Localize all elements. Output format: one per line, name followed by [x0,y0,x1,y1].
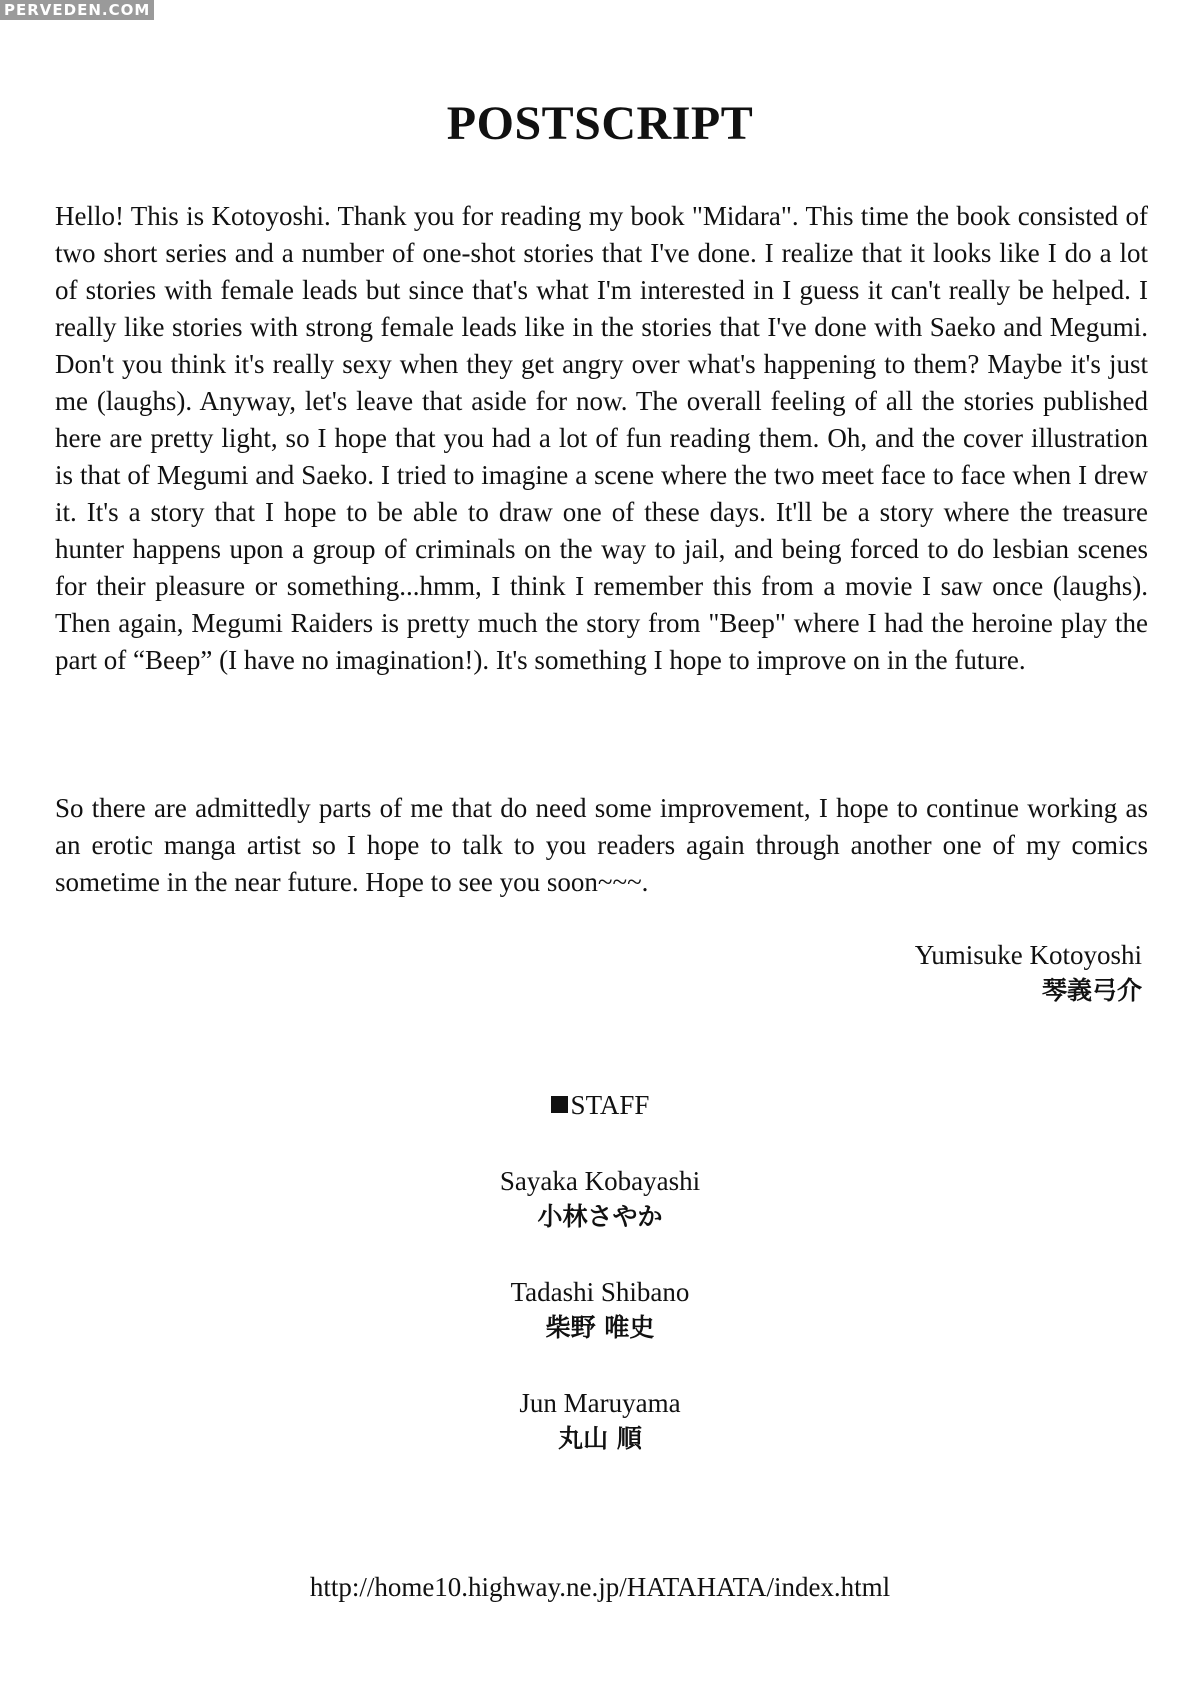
staff-member-name-en: Jun Maruyama [519,1388,681,1418]
staff-member-name-jp: 小林さやか [537,1202,663,1231]
staff-member-name-en: Sayaka Kobayashi [499,1166,701,1196]
staff-heading [0,1087,1200,1123]
staff-member [0,1274,1200,1346]
postscript-paragraph-1: Hello! This is Kotoyoshi. Thank you for reading my book "Midara". This time the book consisted of two short series and a number of one-shot stories that I've done. I realize that it looks like I do a lot of stories with female leads but since that's what I'm interested in I guess it can't really be helped. I really like stories with strong female leads like in the stories that I've done with Saeko and Megumi. Don't you think it's really sexy when they get angry over what's happening to them? Maybe it's just me (laughs). Anyway, let's leave that aside for now. The overall feeling of all the stories published here are pretty light, so I hope that you had a lot of fun reading them. Oh, and the cover illustration is that of Megumi and Saeko. I tried to imagine a scene where the two meet face to face when I drew it. It's a story that I hope to be able to draw one of these days. It'll be a story where the treasure hunter happens upon a group of criminals on the way to jail, and being forced to do lesbian scenes for their pleasure or something...hmm, I think I remember this from a movie I saw once (laughs). Then again, Megumi Raiders is pretty much the story from "Beep" where I had the heroine play the part of “Beep” (I have no imagination!). It's something I hope to improve on in the future. [55,201,1148,675]
website-url: http://home10.highway.ne.jp/HATAHATA/index.html [309,1572,891,1602]
square-bullet-icon [551,1096,568,1113]
staff-member-name-en: Tadashi Shibano [510,1277,690,1307]
staff-member-name-jp: 柴野 唯史 [545,1313,655,1342]
staff-member [0,1385,1200,1457]
page-title: POSTSCRIPT [446,97,754,151]
signature-name-jp: 琴義弓介 [1041,976,1142,1005]
postscript-paragraph-2: So there are admittedly parts of me that do need some improvement, I hope to continue working as an erotic manga artist so I hope to talk to you readers again through another one of my comics sometime in the near future. Hope to see you soon~~~. [55,793,1148,897]
signature [915,937,1142,1009]
staff-member-name-jp: 丸山 順 [558,1424,642,1453]
watermark: PERVEDEN.COM [0,0,154,20]
signature-name-en: Yumisuke Kotoyoshi [914,940,1142,970]
staff-heading-label: STAFF [570,1090,650,1120]
staff-member [0,1163,1200,1235]
